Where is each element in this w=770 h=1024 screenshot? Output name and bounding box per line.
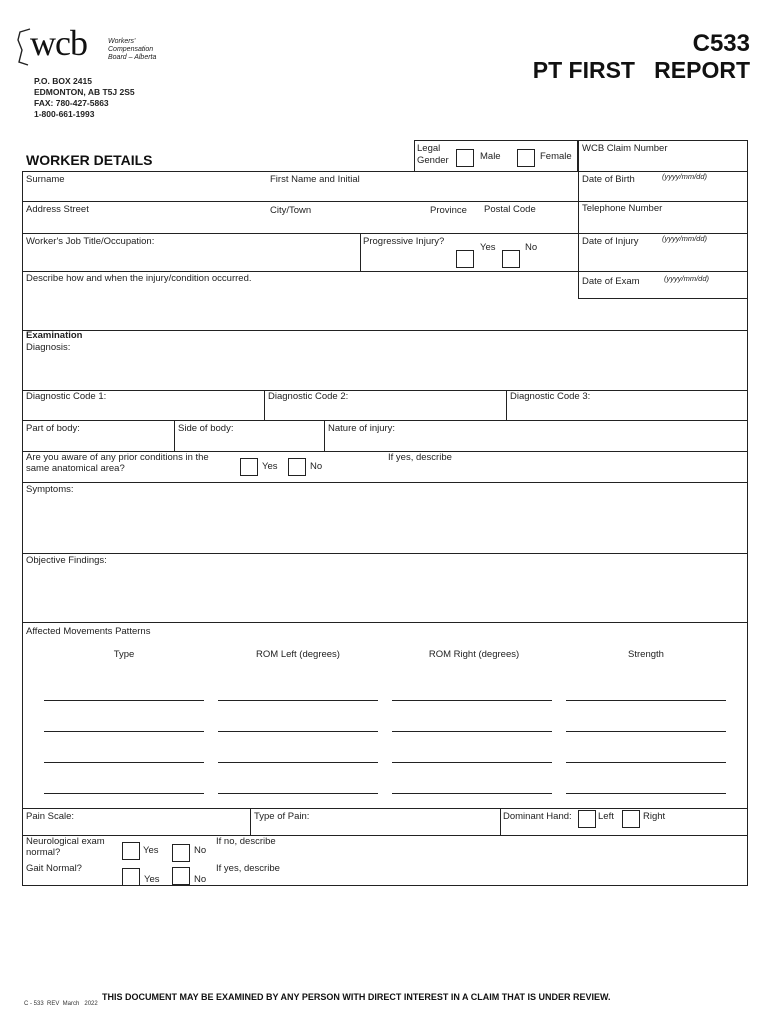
neuro-no-checkbox[interactable] [172,844,190,862]
date-exam-field[interactable]: Date of Exam [582,276,640,287]
prior-conditions-label2: same anatomical area? [26,463,125,474]
col-rom-right: ROM Right (degrees) [428,649,520,660]
progressive-label: Progressive Injury? [363,236,445,247]
movements-heading: Affected Movements Patterns [26,626,151,637]
logo-line2: Compensation [108,46,154,53]
date-exam-format: (yyyy/mm/dd) [664,274,709,283]
diag-code3-field[interactable]: Diagnostic Code 3: [510,391,591,402]
movement-row1-strength[interactable] [566,700,726,701]
wcb-address [34,76,135,120]
movement-row2-type[interactable] [44,731,204,732]
surname-field[interactable]: Surname [26,174,65,185]
movement-row3-rom-right[interactable] [392,762,552,763]
exam-heading: Examination [26,330,83,341]
objective-findings-field[interactable]: Objective Findings: [26,555,107,566]
wcb-logo [16,23,166,70]
right-hand-checkbox[interactable] [622,810,640,828]
address-line3: FAX: 780-427-5863 [34,98,109,108]
progressive-yes-checkbox[interactable] [456,250,474,268]
col-type: Type [113,649,135,660]
col-rom-left: ROM Left (degrees) [256,649,340,660]
dominant-hand-label: Dominant Hand: [503,811,572,822]
progressive-no-checkbox[interactable] [502,250,520,268]
movement-row4-rom-left[interactable] [218,793,378,794]
address-street-field[interactable]: Address Street [26,204,89,215]
neuro-describe-field[interactable]: If no, describe [216,836,276,847]
gait-label: Gait Normal? [26,863,82,874]
logo-line3: Board – Alberta [108,54,157,61]
province-field[interactable]: Province [430,205,467,216]
movement-row4-rom-right[interactable] [392,793,552,794]
movement-row3-rom-left[interactable] [218,762,378,763]
movement-row3-strength[interactable] [566,762,726,763]
postal-code-field[interactable]: Postal Code [484,204,536,215]
part-body-field[interactable]: Part of body: [26,423,80,434]
date-injury-format: (yyyy/mm/dd) [662,234,707,243]
address-line2: EDMONTON, AB T5J 2S5 [34,87,135,97]
gender-label: Gender [417,155,449,166]
gait-describe-field[interactable]: If yes, describe [216,863,280,874]
exam-grid [22,330,748,886]
dob-format: (yyyy/mm/dd) [662,172,707,181]
movement-row1-rom-right[interactable] [392,700,552,701]
gait-no-checkbox[interactable] [172,867,190,885]
male-checkbox[interactable] [456,149,474,167]
neuro-label2: normal? [26,847,61,858]
revision-code: C - 533 REV March 2022 [24,1001,98,1007]
gait-yes-label: Yes [144,874,160,885]
symptoms-field[interactable]: Symptoms: [26,484,74,495]
address-line4: 1-800-661-1993 [34,109,95,119]
neuro-label1: Neurological exam [26,836,105,847]
wcb-brand: wcb [30,23,87,63]
diag-code2-field[interactable]: Diagnostic Code 2: [268,391,349,402]
movement-row2-rom-right[interactable] [392,731,552,732]
movement-row3-type[interactable] [44,762,204,763]
prior-yes-checkbox[interactable] [240,458,258,476]
movement-row2-strength[interactable] [566,731,726,732]
logo-subtitle [108,38,156,62]
pain-scale-field[interactable]: Pain Scale: [26,811,75,822]
right-hand-label: Right [643,811,666,822]
left-hand-checkbox[interactable] [578,810,596,828]
prior-describe-field[interactable]: If yes, describe [388,452,452,463]
prior-no-label: No [310,461,323,472]
city-field[interactable]: City/Town [270,205,312,216]
prior-conditions-label1: Are you aware of any prior conditions in the [26,452,209,463]
movement-row4-type[interactable] [44,793,204,794]
logo-line1: Workers' [108,38,136,45]
movement-row1-rom-left[interactable] [218,700,378,701]
prior-no-checkbox[interactable] [288,458,306,476]
movement-row4-strength[interactable] [566,793,726,794]
female-label: Female [540,151,572,162]
neuro-yes-checkbox[interactable] [122,842,140,860]
telephone-field[interactable]: Telephone Number [582,203,663,214]
date-injury-field[interactable]: Date of Injury [582,236,639,247]
gait-yes-checkbox[interactable] [122,868,140,886]
male-label: Male [480,151,501,162]
form-title: PT FIRST REPORT [532,57,750,83]
review-notice: THIS DOCUMENT MAY BE EXAMINED BY ANY PERSON WITH DIRECT INTEREST IN A CLAIM THAT IS UNDER REVIEW. [102,992,611,1002]
prior-yes-label: Yes [262,461,278,472]
movement-row1-type[interactable] [44,700,204,701]
dob-field[interactable]: Date of Birth [582,174,635,185]
describe-injury-field[interactable]: Describe how and when the injury/condition occurred. [26,273,252,284]
left-hand-label: Left [598,811,614,822]
type-pain-field[interactable]: Type of Pain: [254,811,310,822]
diag-code1-field[interactable]: Diagnostic Code 1: [26,391,107,402]
legal-label: Legal [417,143,441,154]
neuro-no-label: No [194,845,207,856]
progressive-yes-label: Yes [480,242,496,253]
worker-grid [22,171,748,331]
first-name-field[interactable]: First Name and Initial [270,174,360,185]
nature-injury-field[interactable]: Nature of injury: [328,423,396,434]
gait-no-label: No [194,874,207,885]
diagnosis-field[interactable]: Diagnosis: [26,342,71,353]
section-title-worker: WORKER DETAILS [26,152,153,168]
col-strength: Strength [628,649,664,660]
form-code: C533 [692,30,750,57]
claim-number-label: WCB Claim Number [582,143,668,154]
address-line1: P.O. BOX 2415 [34,76,92,86]
female-checkbox[interactable] [517,149,535,167]
side-body-field[interactable]: Side of body: [178,423,234,434]
neuro-yes-label: Yes [143,845,159,856]
job-title-field[interactable]: Worker's Job Title/Occupation: [26,236,155,247]
progressive-no-label: No [525,242,538,253]
movement-row2-rom-left[interactable] [218,731,378,732]
